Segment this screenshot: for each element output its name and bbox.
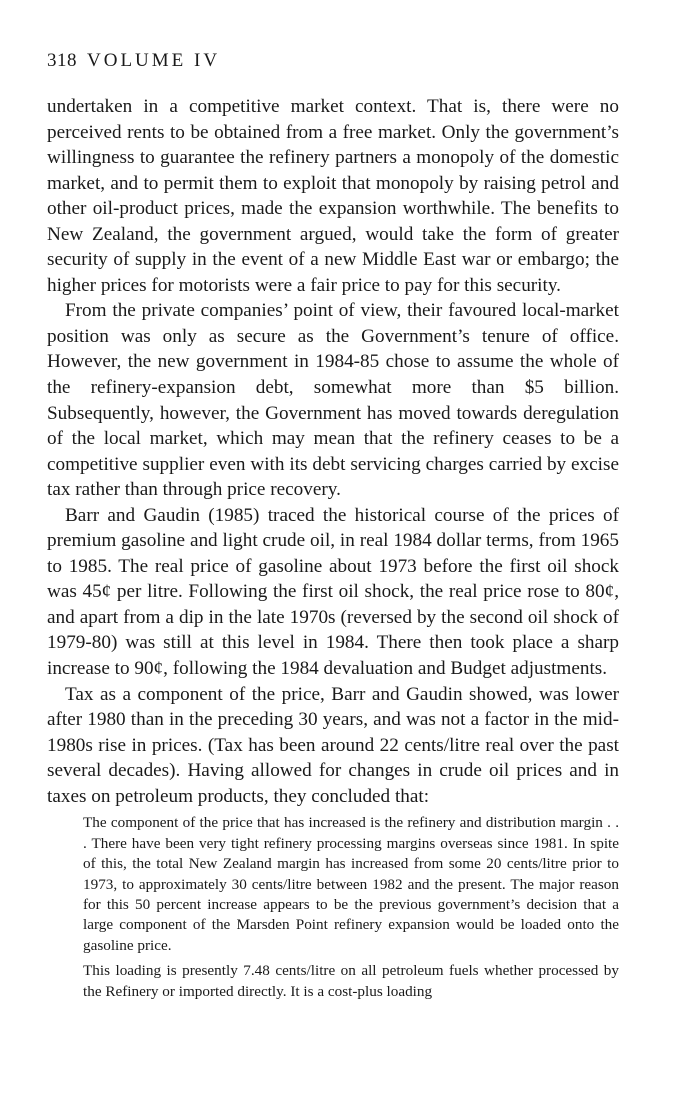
- page-number: 318: [47, 50, 77, 71]
- body-paragraph-continued: undertaken in a competitive market context. That is, there were no perceived rents to be obtained from a free market. Only the government’s willingness to guarantee the refinery partners a monopoly of the domestic market, and to permit them to exploit that monopoly by raising petrol and other oil-product prices, made the expansion worthwhile. The benefits to New Zealand, the government argued, would take the form of greater security of supply in the event of a new Middle East war or embargo; the higher prices for motorists were a fair price to pay for this security.: [47, 96, 619, 296]
- block-quote-paragraph: The component of the price that has increased is the refinery and distribution margin . . . There have been very tight refinery processing margins overseas since 1981. In spite of this, the total New Zealand margin has increased from some 20 cents/litre prior to 1973, to approximately 30 cents/litre between 1982 and the present. The major reason for this 50 percent increase appears to be the previous government’s decision that a large component of the Marsden Point refinery expansion would be loaded onto the gasoline price.: [83, 814, 619, 954]
- body-paragraph: Barr and Gaudin (1985) traced the historical course of the prices of premium gasoline and light crude oil, in real 1984 dollar terms, from 1965 to 1985. The real price of gasoline about 1973 before the first oil shock was 45¢ per litre. Following the first oil shock, the real price rose to 80¢, and apart from a dip in the late 1970s (reversed by the second oil shock of 1979-80) was still at this level in 1984. There then took place a sharp increase to 90¢, following the 1984 devaluation and Budget adjustments.: [47, 504, 619, 680]
- body-paragraph: Tax as a component of the price, Barr and Gaudin showed, was lower after 1980 than in the preceding 30 years, and was not a factor in the mid-1980s rise in prices. (Tax has been around 22 cents/litre real over the past several decades). Having allowed for changes in crude oil prices and in taxes on petroleum products, they concluded that:: [47, 683, 619, 807]
- running-head: [47, 46, 619, 76]
- body-paragraph: From the private companies’ point of view, their favoured local-market position was only as secure as the Government’s tenure of office. However, the new government in 1984-85 chose to assume the whole of the refinery-expansion debt, somewhat more than $5 billion. Subsequently, however, the Government has moved towards deregulation of the local market, which may mean that the refinery ceases to be a competitive supplier even with its debt servicing charges carried by excise tax rather than through price recovery.: [47, 300, 619, 501]
- block-quote: [83, 813, 619, 1002]
- block-quote-paragraph: This loading is presently 7.48 cents/litre on all petroleum fuels whether processed by the Refinery or imported directly. It is a cost-plus loading: [83, 962, 619, 1000]
- book-page: [47, 46, 619, 1002]
- volume-label: VOLUME IV: [87, 50, 221, 71]
